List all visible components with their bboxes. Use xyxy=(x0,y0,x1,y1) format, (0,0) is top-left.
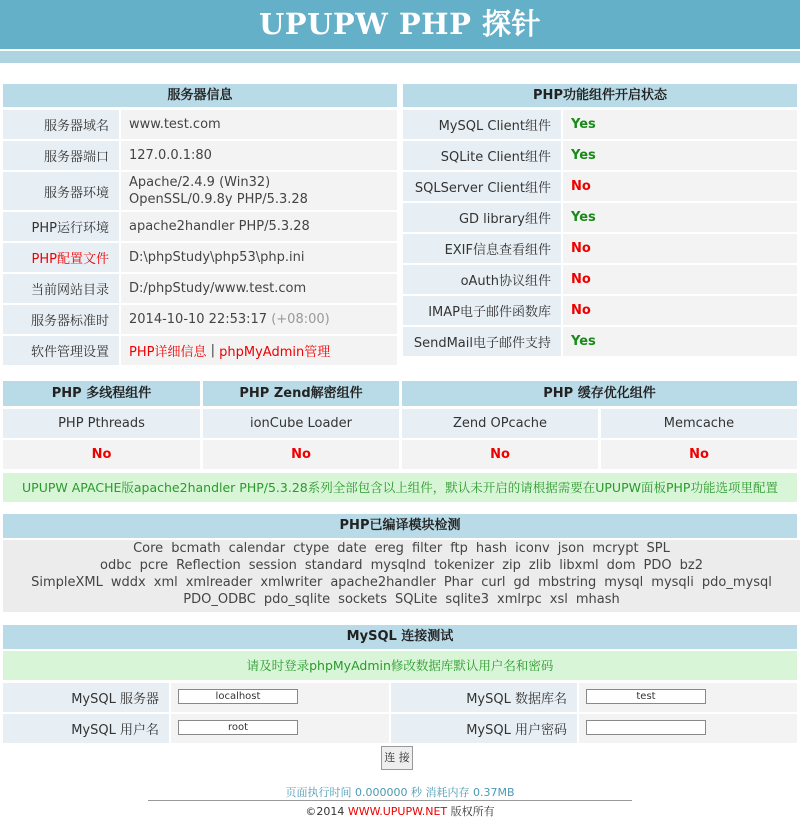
copyright-link[interactable]: WWW.UPUPW.NET xyxy=(347,805,448,818)
component-status: No xyxy=(563,296,797,325)
module-item: mcrypt xyxy=(592,541,639,556)
modules-line xyxy=(3,557,800,574)
component-label: oAuth协议组件 xyxy=(403,265,561,294)
module-item: Core xyxy=(133,541,164,556)
mysql-server-label: MySQL 服务器 xyxy=(3,683,169,712)
module-item: ftp xyxy=(450,541,468,556)
opcache-name: Zend OPcache xyxy=(402,409,598,438)
module-item: Phar xyxy=(443,575,474,590)
pthreads-name: PHP Pthreads xyxy=(3,409,200,438)
server-timezone: (+08:00) xyxy=(271,312,330,327)
page-banner xyxy=(0,0,800,49)
modules-line xyxy=(3,574,800,591)
module-item: calendar xyxy=(228,541,286,556)
software-manage-links xyxy=(121,336,397,365)
mysql-dbname-input[interactable] xyxy=(586,689,706,704)
module-item: tokenizer xyxy=(434,558,495,573)
module-item: pcre xyxy=(139,558,169,573)
module-item: hash xyxy=(475,541,508,556)
module-item: bz2 xyxy=(679,558,703,573)
connect-button[interactable]: 连 接 xyxy=(381,746,413,770)
module-item: xmlreader xyxy=(185,575,253,590)
modules-list xyxy=(3,540,800,612)
server-env-value: Apache/2.4.9 (Win32) OpenSSL/0.9.8y PHP/5.3.28 xyxy=(121,172,397,210)
mysql-notice: 请及时登录phpMyAdmin修改数据库默认用户名和密码 xyxy=(3,651,797,680)
ioncube-name: ionCube Loader xyxy=(203,409,399,438)
component-status: Yes xyxy=(563,110,797,139)
module-item: mbstring xyxy=(538,575,597,590)
module-item: SimpleXML xyxy=(31,575,103,590)
module-item: standard xyxy=(304,558,363,573)
site-dir-value: D:/phpStudy/www.test.com xyxy=(121,274,397,303)
module-item: curl xyxy=(481,575,506,590)
module-item: zip xyxy=(502,558,521,573)
module-item: pdo_sqlite xyxy=(263,592,331,607)
module-item: SQLite xyxy=(394,592,438,607)
component-status: Yes xyxy=(563,141,797,170)
php-config-value: D:\phpStudy\php53\php.ini xyxy=(121,243,397,272)
php-components-header: PHP功能组件开启状态 xyxy=(403,84,797,107)
modules-line xyxy=(3,540,800,557)
phpinfo-link[interactable]: PHP详细信息 xyxy=(129,345,207,360)
copyright xyxy=(0,803,800,819)
php-config-label: PHP配置文件 xyxy=(3,243,119,272)
server-info-header: 服务器信息 xyxy=(3,84,397,107)
module-item: mhash xyxy=(575,592,620,607)
module-item: pdo_mysql xyxy=(701,575,772,590)
module-item: mysqli xyxy=(651,575,694,590)
component-label: SQLite Client组件 xyxy=(403,141,561,170)
software-manage-label: 软件管理设置 xyxy=(3,336,119,365)
module-item: zlib xyxy=(528,558,552,573)
server-time-value: 2014-10-10 22:53:17 xyxy=(129,312,268,327)
upupw-notice: UPUPW APACHE版apache2handler PHP/5.3.28系列全部包含以上组件，默认未开启的请根据需要在UPUPW面板PHP功能选项里配置 xyxy=(3,473,797,502)
module-item: Reflection xyxy=(176,558,241,573)
module-item: sockets xyxy=(338,592,387,607)
mysql-password-label: MySQL 用户密码 xyxy=(391,714,577,743)
module-item: dom xyxy=(606,558,636,573)
multithread-header: PHP 多线程组件 xyxy=(3,381,200,406)
component-label: SQLServer Client组件 xyxy=(403,172,561,201)
module-item: session xyxy=(248,558,297,573)
module-item: date xyxy=(337,541,367,556)
server-time-label: 服务器标准时 xyxy=(3,305,119,334)
pthreads-status: No xyxy=(3,440,200,469)
mysql-test-header: MySQL 连接测试 xyxy=(3,625,797,649)
module-item: wddx xyxy=(110,575,146,590)
mysql-user-input[interactable] xyxy=(178,720,298,735)
module-item: odbc xyxy=(100,558,132,573)
php-runtime-label: PHP运行环境 xyxy=(3,212,119,241)
mysql-dbname-label: MySQL 数据库名 xyxy=(391,683,577,712)
module-item: ctype xyxy=(293,541,330,556)
module-item: PDO xyxy=(643,558,672,573)
copyright-suffix: 版权所有 xyxy=(450,805,495,818)
component-status: No xyxy=(563,172,797,201)
modules-header: PHP已编译模块检测 xyxy=(3,514,797,538)
mysql-password-input[interactable] xyxy=(586,720,706,735)
module-item: filter xyxy=(411,541,443,556)
server-domain-label: 服务器域名 xyxy=(3,110,119,139)
page-title: UPUPW PHP 探针 xyxy=(259,7,541,41)
module-item: apache2handler xyxy=(330,575,436,590)
memcache-status: No xyxy=(601,440,797,469)
copyright-prefix: ©2014 xyxy=(305,805,345,818)
component-label: GD library组件 xyxy=(403,203,561,232)
module-item: json xyxy=(557,541,585,556)
component-status: No xyxy=(563,234,797,263)
zend-decrypt-header: PHP Zend解密组件 xyxy=(203,381,399,406)
module-item: xmlwriter xyxy=(260,575,323,590)
module-item: xml xyxy=(153,575,178,590)
component-label: MySQL Client组件 xyxy=(403,110,561,139)
memcache-name: Memcache xyxy=(601,409,797,438)
module-item: xsl xyxy=(549,592,568,607)
modules-line xyxy=(3,591,800,608)
module-item: PDO_ODBC xyxy=(183,592,256,607)
server-domain-value: www.test.com xyxy=(121,110,397,139)
server-port-value: 127.0.0.1:80 xyxy=(121,141,397,170)
module-item: ereg xyxy=(374,541,404,556)
component-label: SendMail电子邮件支持 xyxy=(403,327,561,356)
cache-optimizer-header: PHP 缓存优化组件 xyxy=(402,381,797,406)
banner-stripe xyxy=(0,51,800,63)
component-label: IMAP电子邮件函数库 xyxy=(403,296,561,325)
component-label: EXIF信息查看组件 xyxy=(403,234,561,263)
module-item: sqlite3 xyxy=(445,592,490,607)
ioncube-status: No xyxy=(203,440,399,469)
module-item: mysql xyxy=(604,575,644,590)
php-runtime-value: apache2handler PHP/5.3.28 xyxy=(121,212,397,241)
module-item: mysqlnd xyxy=(370,558,427,573)
server-env-label: 服务器环境 xyxy=(3,172,119,210)
module-item: libxml xyxy=(559,558,599,573)
site-dir-label: 当前网站目录 xyxy=(3,274,119,303)
opcache-status: No xyxy=(402,440,598,469)
mysql-user-label: MySQL 用户名 xyxy=(3,714,169,743)
module-item: bcmath xyxy=(171,541,221,556)
server-port-label: 服务器端口 xyxy=(3,141,119,170)
mysql-server-input[interactable] xyxy=(178,689,298,704)
link-separator: | xyxy=(210,343,215,358)
module-item: iconv xyxy=(515,541,550,556)
module-item: gd xyxy=(513,575,531,590)
module-item: SPL xyxy=(646,541,670,556)
component-status: Yes xyxy=(563,203,797,232)
component-status: No xyxy=(563,265,797,294)
footer-divider xyxy=(148,800,632,801)
phpmyadmin-link[interactable]: phpMyAdmin管理 xyxy=(219,345,331,360)
module-item: xmlrpc xyxy=(497,592,542,607)
server-time-row xyxy=(121,305,397,334)
exec-stats: 页面执行时间 0.000000 秒 消耗内存 0.37MB xyxy=(285,786,515,799)
component-status: Yes xyxy=(563,327,797,356)
